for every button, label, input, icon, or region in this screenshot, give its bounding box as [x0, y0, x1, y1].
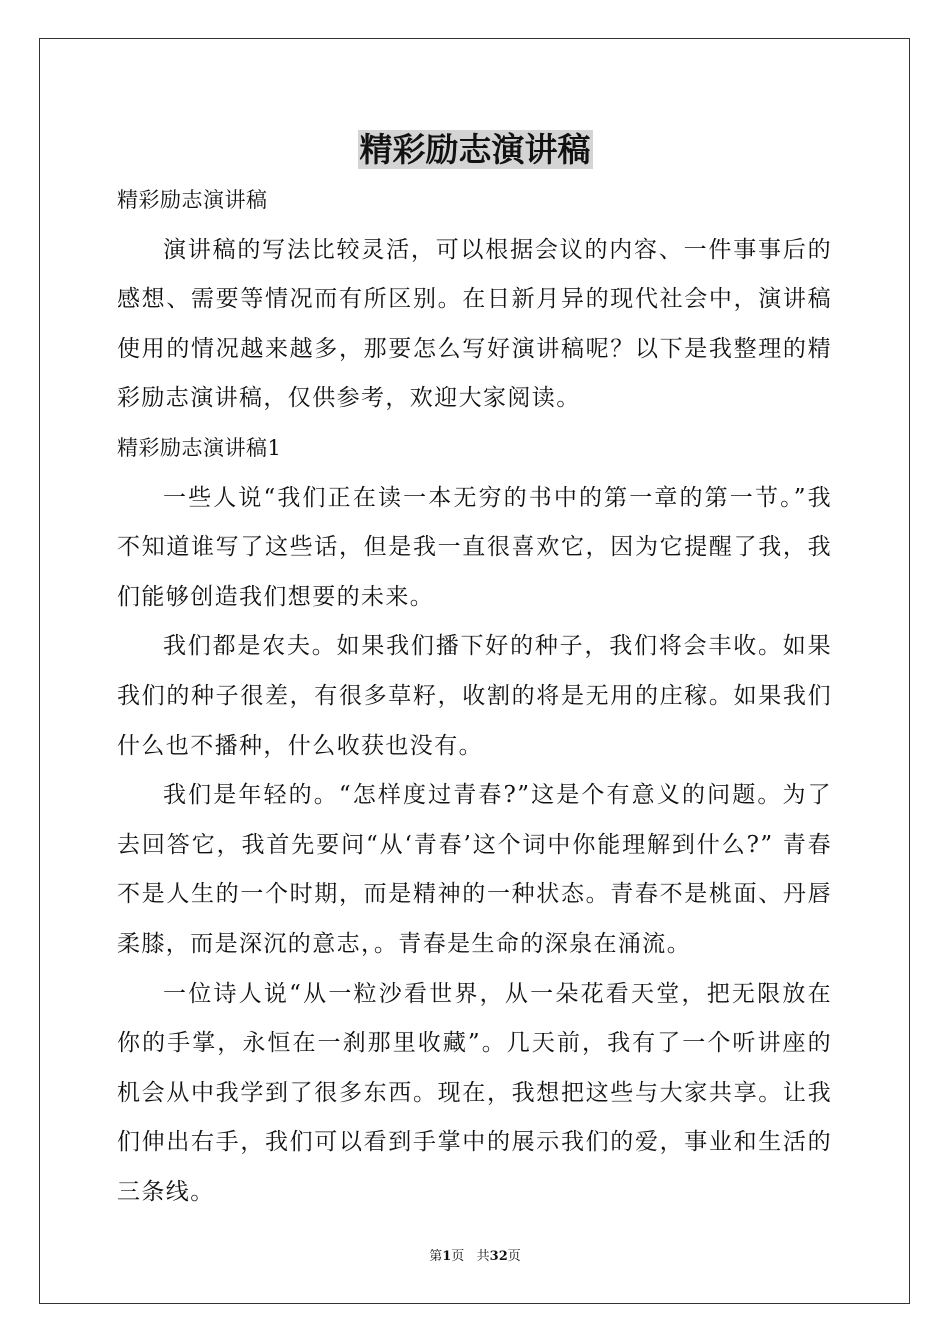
paragraph: 精彩励志演讲稿 — [117, 188, 268, 212]
document-body — [117, 176, 832, 1217]
document-title — [0, 128, 950, 172]
footer-page-total: 32 — [489, 1249, 508, 1264]
paragraph: 我们是年轻的。“怎样度过青春?”这是个有意义的问题。为了去回答它，我首先要问“从‘青春’这个词中你能理解到什么?” 青春不是人生的一个时期，而是精神的一种状态。青春不是桃面、丹唇柔膝，而是深沉的意志，。青春是生命的深泉在涌流。 — [117, 782, 832, 957]
paragraph: 演讲稿的写法比较灵活，可以根据会议的内容、一件事事后的感想、需要等情况而有所区别。在日新月异的现代社会中，演讲稿使用的情况越来越多，那要怎么写好演讲稿呢？以下是我整理的精彩励志演讲稿，仅供参考，欢迎大家阅读。 — [117, 236, 832, 412]
footer-page-prefix: 第 — [429, 1249, 443, 1264]
footer-page-suffix: 页 — [507, 1249, 521, 1264]
paragraph: 一些人说“我们正在读一本无穷的书中的第一章的第一节。”我不知道谁写了这些话，但是我一直很喜欢它，因为它提醒了我，我们能够创造我们想要的未来。 — [117, 484, 832, 610]
footer-page-number: 1 — [442, 1249, 452, 1264]
page-footer — [0, 1248, 950, 1266]
paragraph: 一位诗人说“从一粒沙看世界，从一朵花看天堂，把无限放在你的手掌，永恒在一刹那里收藏”。几天前，我有了一个听讲座的机会从中我学到了很多东西。现在，我想把这些与大家共享。让我们伸出右手，我们可以看到手掌中的展示我们的爱，事业和生活的三条线。 — [117, 980, 832, 1205]
footer-page-mid: 页 共 — [451, 1249, 490, 1264]
paragraph: 精彩励志演讲稿1 — [117, 435, 282, 460]
document-title-text: 精彩励志演讲稿 — [359, 130, 591, 169]
paragraph: 我们都是农夫。如果我们播下好的种子，我们将会丰收。如果我们的种子很差，有很多草籽，收割的将是无用的庄稼。如果我们什么也不播种，什么收获也没有。 — [117, 633, 832, 759]
